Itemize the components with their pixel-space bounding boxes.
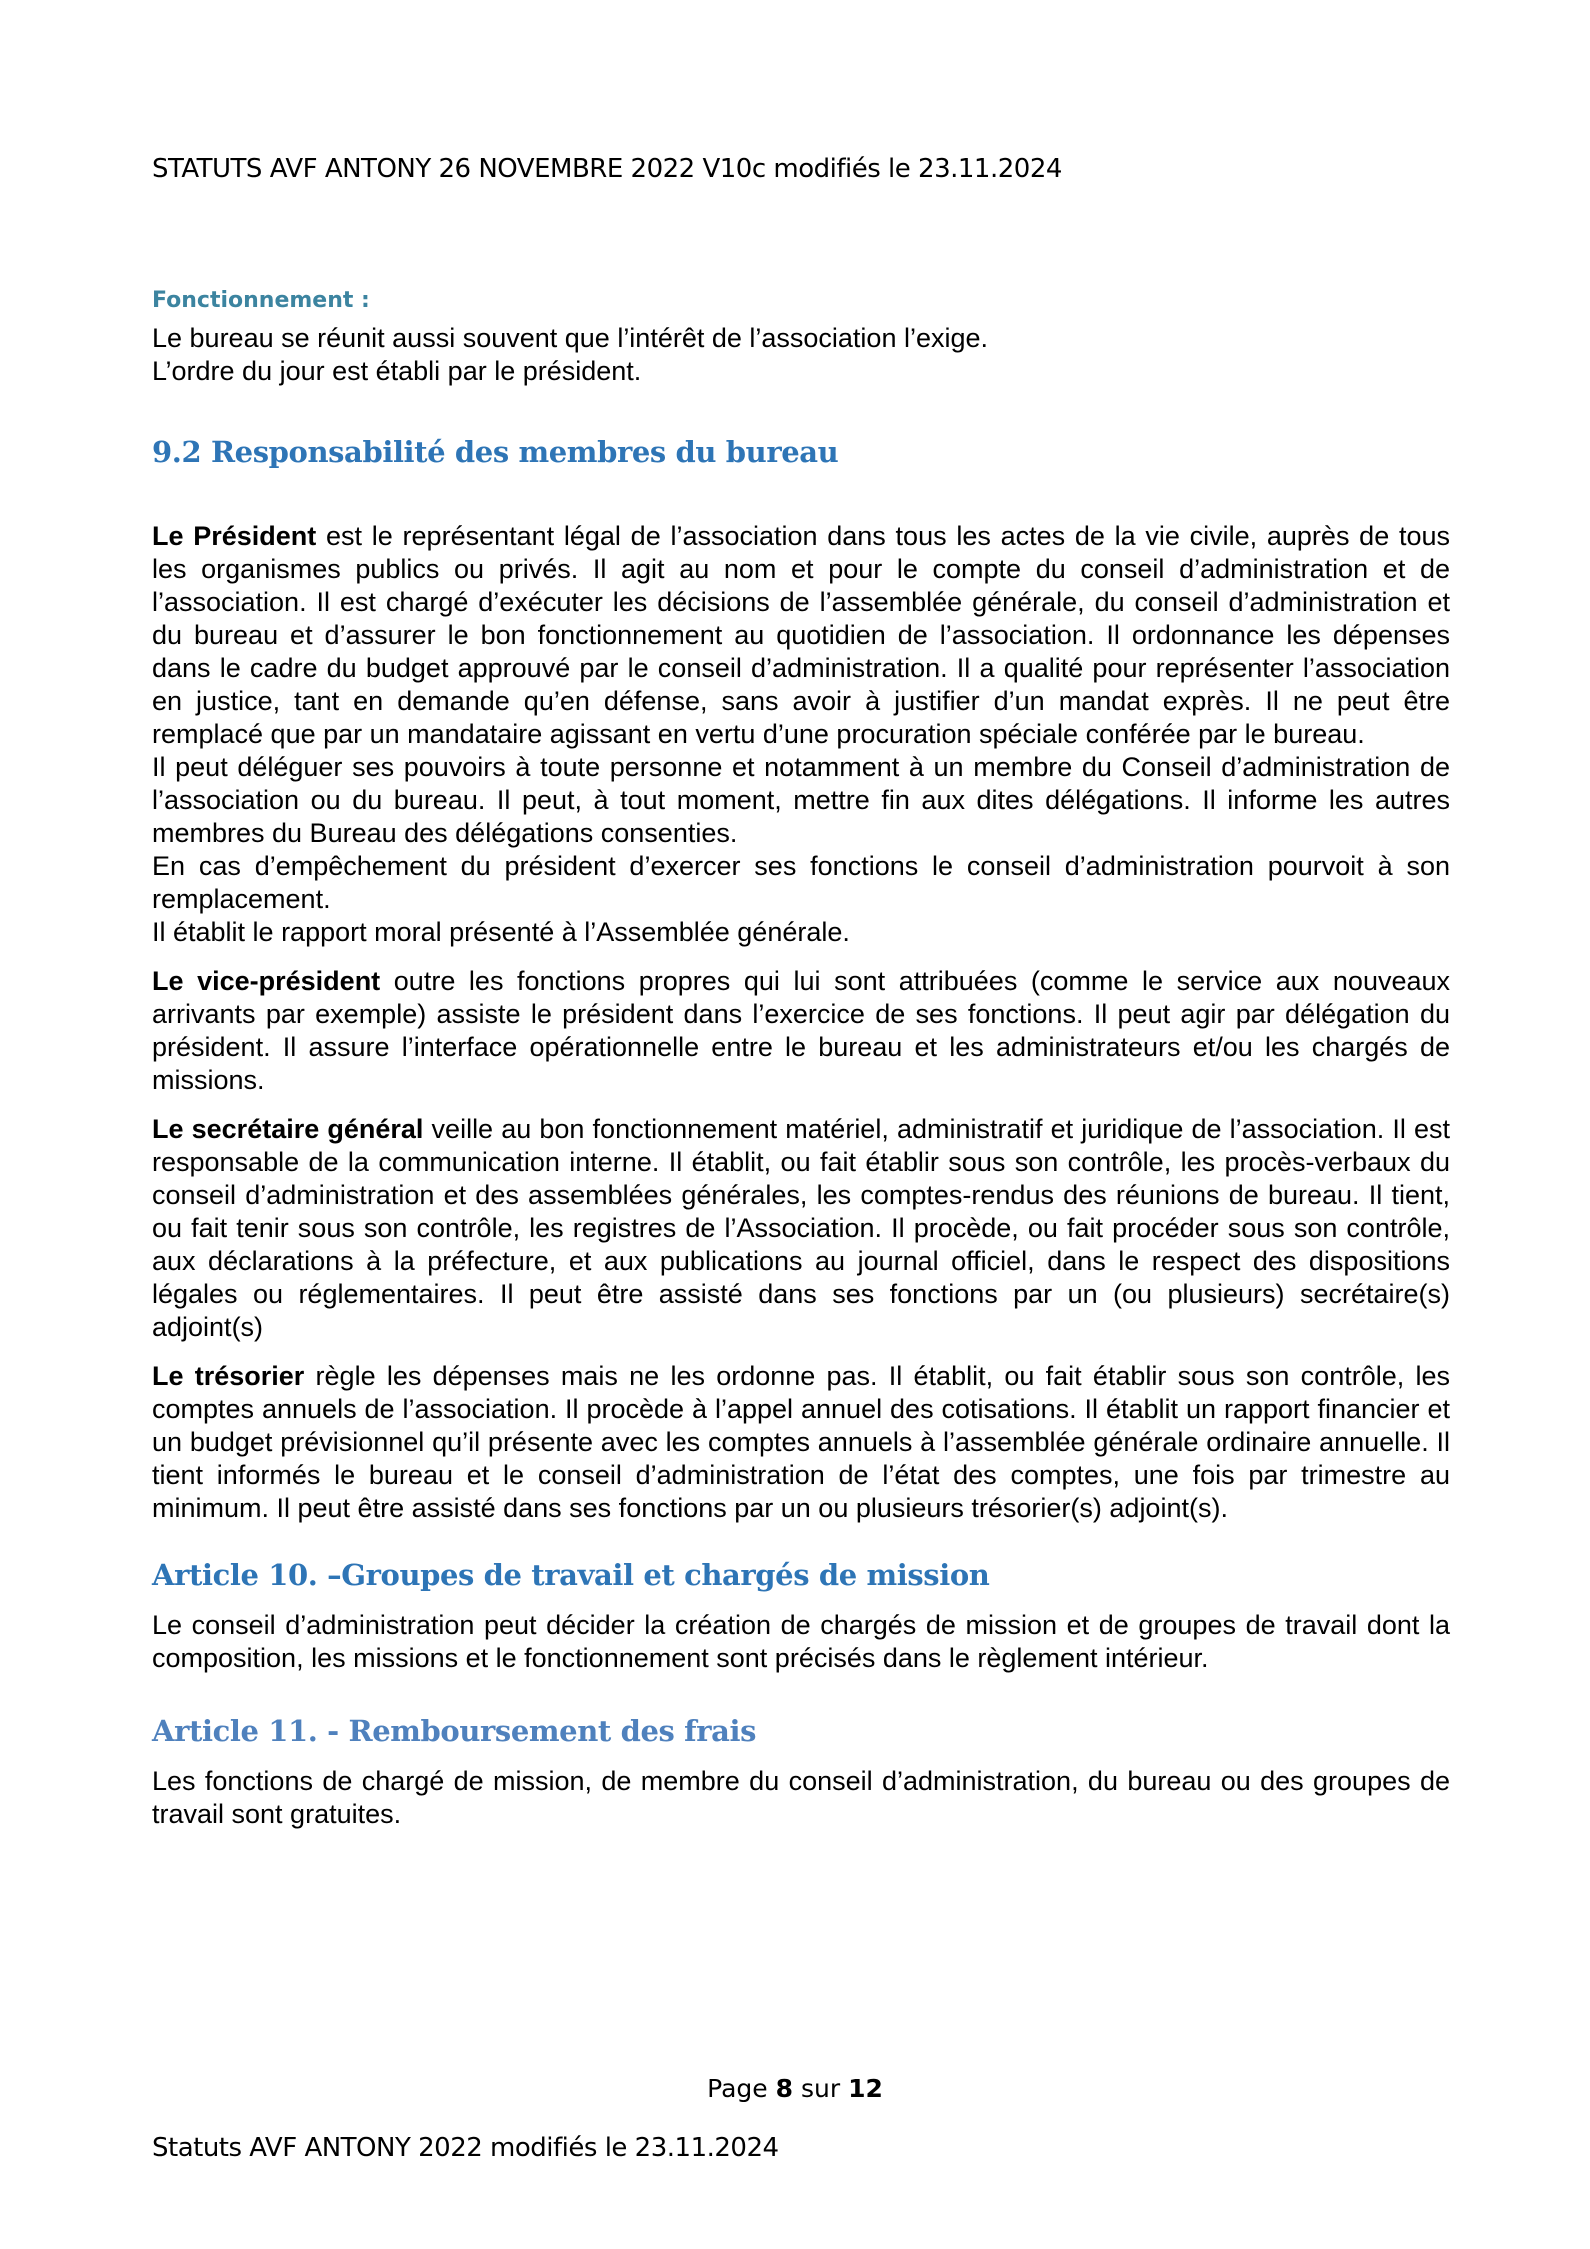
president-lead: Le Président xyxy=(152,521,317,551)
president-text: est le représentant légal de l’association dans tous les actes de la vie civile, auprès de tous les organismes publics ou privés. Il agit au nom et pour le compte du conseil d’administration et de l’association. Il est chargé d’exécuter les décisions de l’assemblée générale, du conseil d’administration et du bureau et d’assurer le bon fonctionnement au quotidien de l’association. Il ordonnance les dépenses dans le cadre du budget approuvé par le conseil d’administration. Il a qualité pour représenter l’association en justice, tant en demande qu’en défense, sans avoir à justifier d’un mandat exprès. Il ne peut être remplacé que par un mandataire agissant en vertu d’une procuration spéciale conférée par le bureau. xyxy=(152,521,1450,749)
article-10-heading: Article 10. –Groupes de travail et chargés de mission xyxy=(152,1558,990,1592)
secretaire-text: veille au bon fonctionnement matériel, administratif et juridique de l’association. Il est responsable de la communication interne. Il établit, ou fait établir sous son contrôle, les procès-verbaux du conseil d’administration et des assemblées générales, les comptes-rendus des réunions de bureau. Il tient, ou fait tenir sous son contrôle, les registres de l’Association. Il procède, ou fait procéder sous son contrôle, aux déclarations à la préfecture, et aux publications au journal officiel, dans le respect des dispositions légales ou réglementaires. Il peut être assisté dans ses fonctions par un (ou plusieurs) secrétaire(s) adjoint(s) xyxy=(152,1114,1450,1342)
president-extra-3: Il établit le rapport moral présenté à l’Assemblée générale. xyxy=(152,917,850,947)
president-extra-2: En cas d’empêchement du président d’exercer ses fonctions le conseil d’administration pourvoit à son remplacement. xyxy=(152,851,1450,914)
article-11-heading: Article 11. - Remboursement des frais xyxy=(152,1714,757,1748)
page-footer: Statuts AVF ANTONY 2022 modifiés le 23.11.2024 xyxy=(152,2133,779,2163)
page-content xyxy=(152,280,1450,1831)
vice-president-paragraph xyxy=(152,965,1450,1097)
fonctionnement-line-1: Le bureau se réunit aussi souvent que l’intérêt de l’association l’exige. xyxy=(152,323,989,353)
article-11-text: Les fonctions de chargé de mission, de membre du conseil d’administration, du bureau ou des groupes de travail sont gratuites. xyxy=(152,1766,1450,1829)
fonctionnement-label: Fonctionnement : xyxy=(152,288,370,313)
vice-president-text: outre les fonctions propres qui lui sont attribuées (comme le service aux nouveaux arrivants par exemple) assiste le président dans l’exercice de ses fonctions. Il peut agir par délégation du président. Il assure l’interface opérationnelle entre le bureau et les administrateurs et/ou les chargés de missions. xyxy=(152,966,1451,1095)
fonctionnement-line-2: L’ordre du jour est établi par le président. xyxy=(152,356,642,386)
secretaire-paragraph xyxy=(152,1113,1450,1344)
secretaire-lead: Le secrétaire général xyxy=(152,1114,424,1144)
president-extra-1: Il peut déléguer ses pouvoirs à toute personne et notamment à un membre du Conseil d’administration de l’association ou du bureau. Il peut, à tout moment, mettre fin aux dites délégations. Il informe les autres membres du Bureau des délégations consenties. xyxy=(152,752,1450,848)
article-10-text: Le conseil d’administration peut décider la création de chargés de mission et de groupes de travail dont la composition, les missions et le fonctionnement sont précisés dans le règlement intérieur. xyxy=(152,1610,1450,1673)
tresorier-paragraph xyxy=(152,1360,1450,1525)
tresorier-text: règle les dépenses mais ne les ordonne pas. Il établit, ou fait établir sous son contrôle, les comptes annuels de l’association. Il procède à l’appel annuel des cotisations. Il établit un rapport financier et un budget prévisionnel qu’il présente avec les comptes annuels à l’assemblée générale ordinaire annuelle. Il tient informés le bureau et le conseil d’administration de l’état des comptes, une fois par trimestre au minimum. Il peut être assisté dans ses fonctions par un ou plusieurs trésorier(s) adjoint(s). xyxy=(152,1361,1450,1523)
tresorier-lead: Le trésorier xyxy=(152,1361,305,1391)
vice-president-lead: Le vice-président xyxy=(152,966,381,996)
section-9-2-heading: 9.2 Responsabilité des membres du bureau xyxy=(152,435,839,469)
page-number xyxy=(0,2074,1590,2103)
page-prefix: Page xyxy=(707,2074,776,2103)
total-pages: 12 xyxy=(848,2074,883,2103)
page-middle: sur xyxy=(793,2074,849,2103)
page-header: STATUTS AVF ANTONY 26 NOVEMBRE 2022 V10c modifiés le 23.11.2024 xyxy=(152,154,1062,184)
president-paragraph xyxy=(152,520,1450,751)
current-page: 8 xyxy=(775,2074,794,2103)
